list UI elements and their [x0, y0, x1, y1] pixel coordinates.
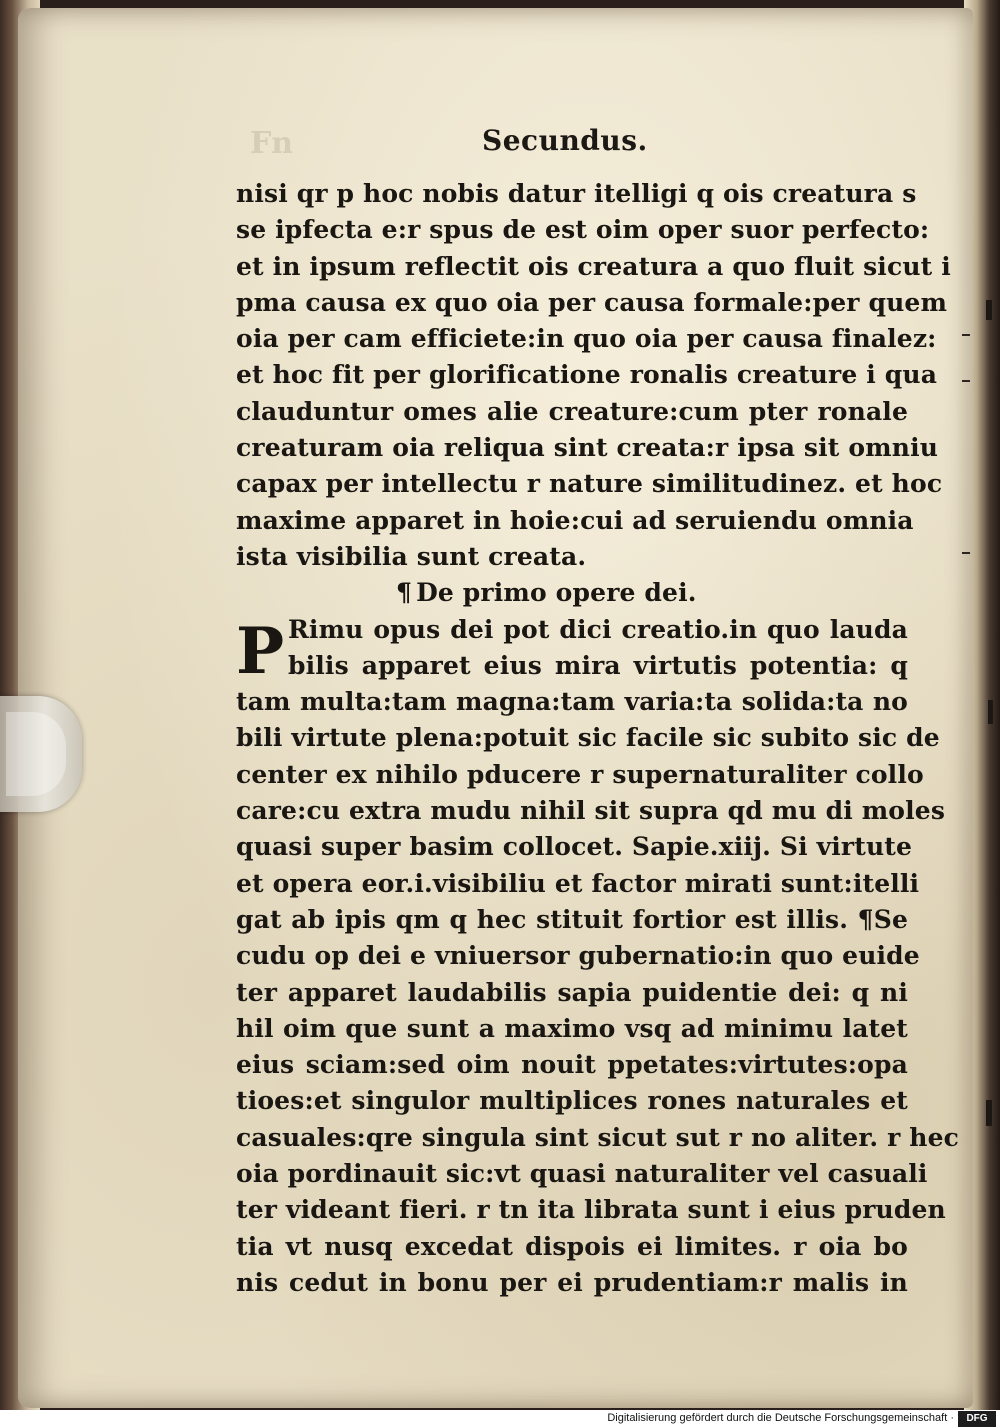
text-line: et in ipsum reflectit ois creatura a quo fluit sicut i [236, 251, 951, 281]
body-text [236, 176, 960, 1301]
text-line: Rimu opus dei pot dici creatio.in quo lauda [288, 614, 908, 644]
edge-mark [988, 700, 993, 724]
text-line: pma causa ex quo oia per causa formale:per quem [236, 287, 948, 317]
edge-mark [986, 300, 992, 320]
text-line: capax per intellectu r nature similitudinez. et hoc [236, 469, 943, 499]
text-line: center ex nihilo pducere r supernaturaliter collo [236, 759, 924, 789]
footer-credit: Digitalisierung gefördert durch die Deutsche Forschungsgemeinschaft · [607, 1412, 954, 1424]
text-line: et opera eor.i.visibiliu et factor mirati sunt:itelli [236, 868, 920, 898]
text-line: bili virtute plena:potuit sic facile sic subito sic de [236, 723, 940, 753]
text-line: et hoc fit per glorificatione ronalis creature i qua [236, 360, 938, 390]
section-mark: ¶ [396, 578, 413, 608]
text-line: maxime apparet in hoie:cui ad seruiendu omnia [236, 505, 914, 535]
edge-mark [986, 1100, 992, 1126]
page-clip-highlight [6, 712, 66, 796]
text-line: ista visibilia sunt creata. [236, 541, 587, 571]
section-heading-text: De primo opere dei. [416, 578, 697, 608]
text-line: bilis apparet eius mira virtutis potentia: q [288, 650, 908, 680]
show-through-heading: Fn [250, 126, 294, 161]
text-line: nisi qr p hoc nobis datur itelligi q ois creatura s [236, 179, 917, 208]
initial-letter: P [236, 613, 285, 689]
text-line: quasi super basim collocet. Sapie.xiij. Si virtute [236, 832, 913, 862]
text-line: tioes:et singulor multiplices rones naturales et [236, 1086, 908, 1116]
text-line: casuales:qre singula sint sicut sut r no aliter. r hec [236, 1122, 960, 1152]
running-head: Secundus. [482, 124, 648, 157]
text-line: ter videant fieri. r tn ita librata sunt i eius pruden [236, 1195, 946, 1225]
text-line: eius sciam:sed oim nouit ppetates:virtutes:opa [236, 1050, 908, 1080]
text-line: tam multa:tam magna:tam varia:ta solida:ta no [236, 687, 908, 717]
section-heading [236, 575, 908, 611]
text-line: gat ab ipis qm q hec stituit fortior est illis. ¶Se [236, 904, 908, 934]
text-line: cudu op dei e vniuersor gubernatio:in quo euide [236, 941, 920, 971]
section-body [236, 612, 960, 1302]
margin-mark [962, 552, 970, 554]
margin-mark [962, 334, 970, 336]
margin-mark [962, 380, 970, 382]
text-line: se ipfecta e:r spus de est oim oper suor perfecto: [236, 215, 930, 245]
dfg-logo-icon: DFG [958, 1411, 996, 1427]
text-line: creaturam oia reliqua sint creata:r ipsa sit omniu [236, 433, 939, 463]
text-line: tia vt nusq excedat dispois ei limites. r oia bo [236, 1231, 908, 1261]
text-line: oia pordinauit sic:vt quasi naturaliter vel casuali [236, 1159, 928, 1189]
text-line: clauduntur omes alie creature:cum pter ronale [236, 396, 908, 426]
text-line: oia per cam efficiete:in quo oia per causa finalez: [236, 324, 937, 354]
text-line: ter apparet laudabilis sapia puidentie dei: q ni [236, 977, 908, 1007]
text-line: care:cu extra mudu nihil sit supra qd mu di moles [236, 796, 946, 826]
text-line: hil oim que sunt a maximo vsq ad minimu latet [236, 1013, 908, 1043]
text-line: nis cedut in bonu per ei prudentiam:r malis in [236, 1267, 908, 1297]
